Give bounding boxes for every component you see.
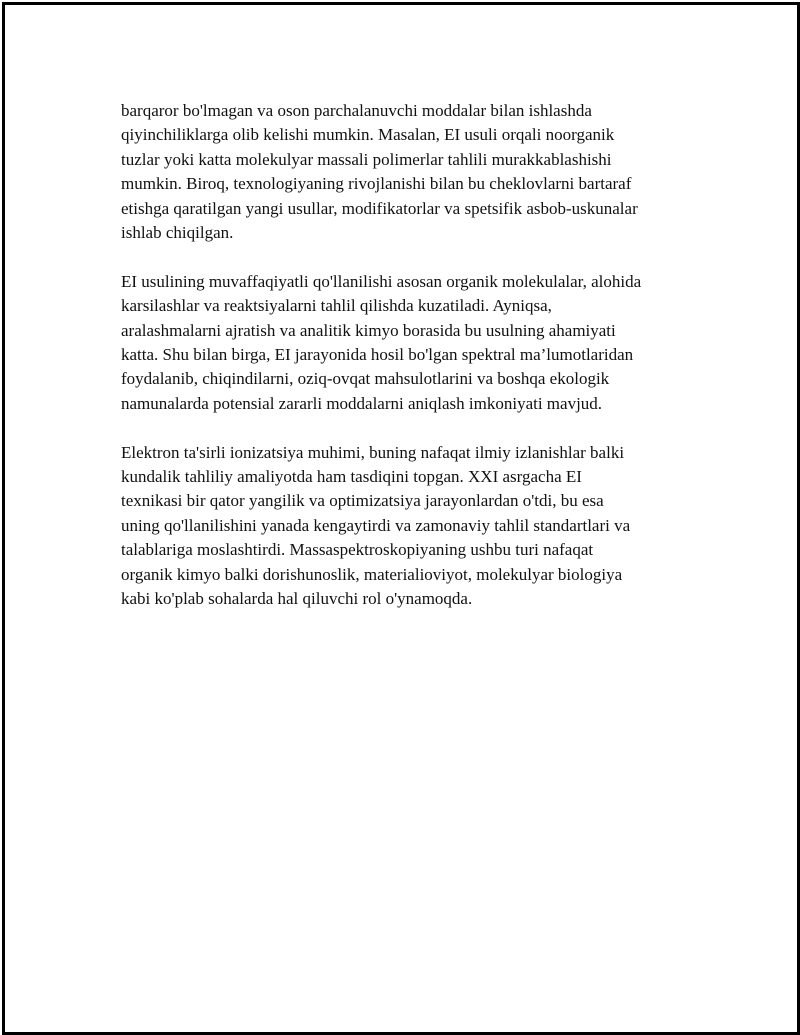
paragraph-line: katta. Shu bilan birga, EI jarayonida hosil bo'lgan spektral ma’lumotlaridan: [121, 345, 634, 365]
paragraph-line: foydalanib, chiqindilarni, oziq-ovqat mahsulotlarini va boshqa ekologik: [121, 369, 610, 389]
paragraph-line: kabi ko'plab sohalarda hal qiluvchi rol o'ynamoqda.: [121, 589, 473, 609]
paragraph-1: [121, 99, 691, 245]
paragraph-line: ishlab chiqilgan.: [121, 223, 234, 243]
paragraph-line: uning qo'llanilishini yanada kengaytirdi va zamonaviy tahlil standartlari va: [121, 515, 631, 535]
paragraph-line: karsilashlar va reaktsiyalarni tahlil qilishda kuzatiladi. Ayniqsa,: [121, 296, 552, 316]
paragraph-line: Elektron ta'sirli ionizatsiya muhimi, buning nafaqat ilmiy izlanishlar balki: [121, 442, 625, 462]
paragraph-line: qiyinchiliklarga olib kelishi mumkin. Masalan, EI usuli orqali noorganik: [121, 125, 615, 145]
page-frame: [2, 2, 800, 1035]
paragraph-line: organik kimyo balki dorishunoslik, materialioviyot, molekulyar biologiya: [121, 564, 623, 584]
paragraph-line: barqaror bo'lmagan va oson parchalanuvchi moddalar bilan ishlashda: [121, 101, 592, 120]
paragraph-line: tuzlar yoki katta molekulyar massali polimerlar tahlili murakkablashishi: [121, 149, 612, 169]
paragraph-3: [121, 441, 691, 612]
paragraph-line: kundalik tahliliy amaliyotda ham tasdiqini topgan. XXI asrgacha EI: [121, 467, 582, 487]
paragraph-line: namunalarda potensial zararli moddalarni aniqlash imkoniyati mavjud.: [121, 393, 603, 413]
paragraph-line: mumkin. Biroq, texnologiyaning rivojlanishi bilan bu cheklovlarni bartaraf: [121, 174, 632, 194]
page-content: [121, 99, 691, 636]
paragraph-2: [121, 270, 691, 416]
paragraph-line: aralashmalarni ajratish va analitik kimyo borasida bu usulning ahamiyati: [121, 320, 616, 340]
paragraph-line: EI usulining muvaffaqiyatli qo'llanilishi asosan organik molekulalar, alohida: [121, 271, 642, 291]
paragraph-line: etishga qaratilgan yangi usullar, modifikatorlar va spetsifik asbob-uskunalar: [121, 198, 638, 218]
paragraph-line: texnikasi bir qator yangilik va optimizatsiya jarayonlardan o'tdi, bu esa: [121, 491, 604, 511]
paragraph-line: talablariga moslashtirdi. Massaspektroskopiyaning ushbu turi nafaqat: [121, 540, 594, 560]
